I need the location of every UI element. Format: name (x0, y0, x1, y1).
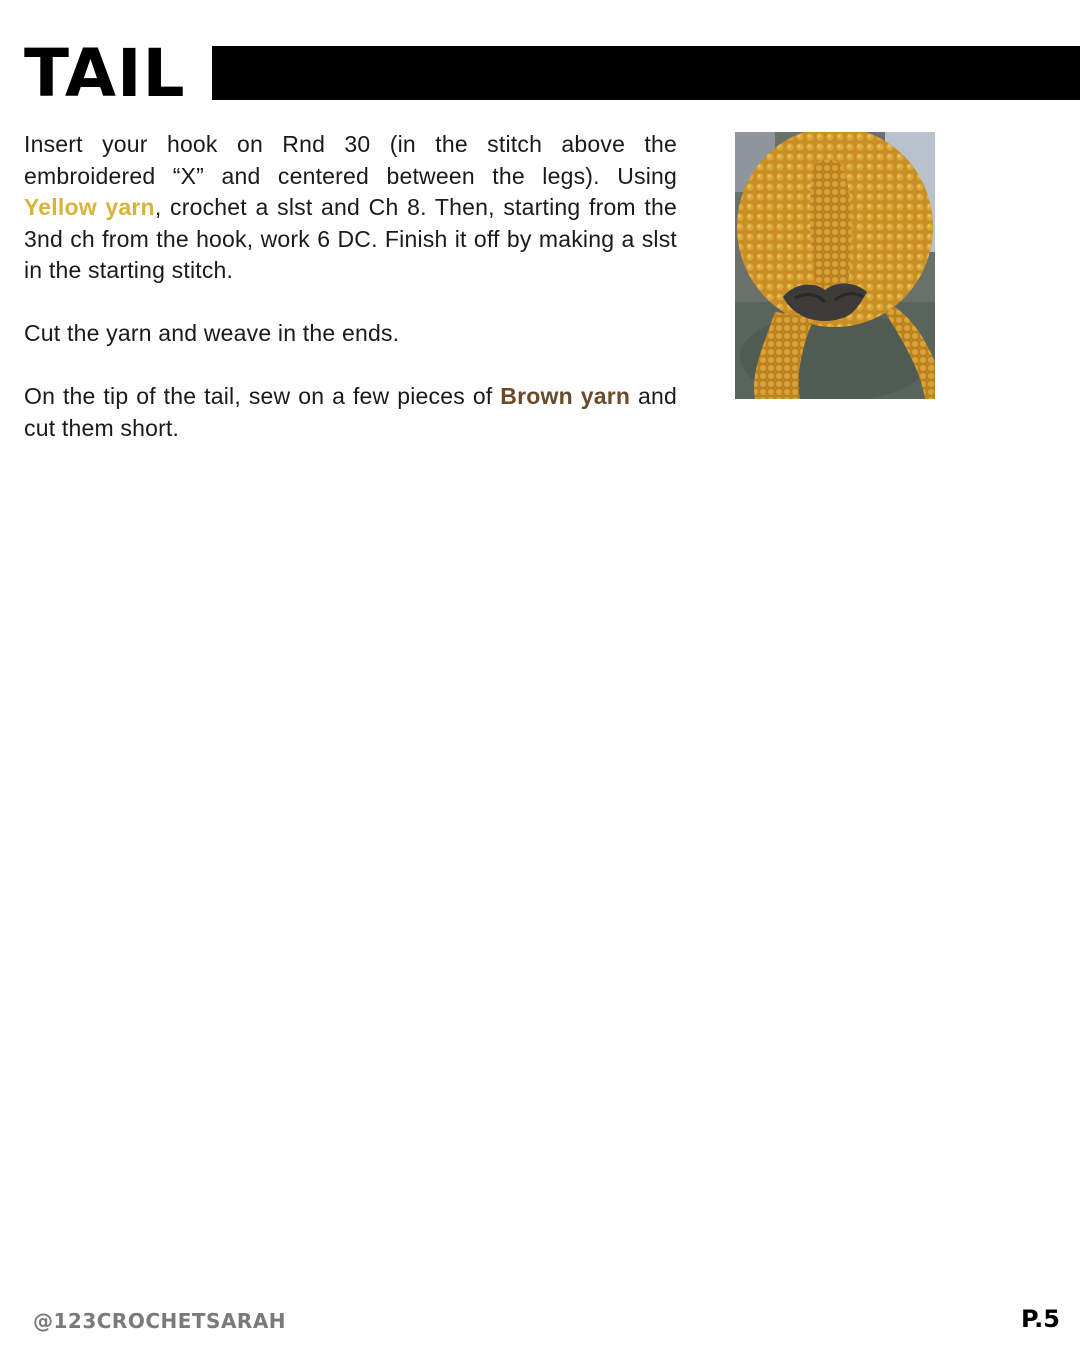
instruction-text: Insert your hook on Rnd 30 (in the stitch above the embroidered “X” and centered between the legs). Using (24, 131, 677, 189)
yellow-yarn-highlight: Yellow yarn (24, 194, 155, 220)
page-title: TAIL (24, 35, 186, 112)
instruction-paragraph-3 (24, 381, 677, 444)
title-divider-bar (212, 46, 1080, 100)
instruction-text: On the tip of the tail, sew on a few pieces of (24, 383, 501, 409)
instruction-text: and cut them short. (24, 383, 677, 441)
instagram-handle: @123CROCHETSARAH (33, 1309, 287, 1333)
page-number: P.5 (1021, 1305, 1060, 1333)
instruction-text: , crochet a slst and Ch 8. Then, starting from the 3nd ch from the hook, work 6 DC. Finish it off by making a slst in the starting stitch. (24, 194, 677, 283)
brown-yarn-highlight: Brown yarn (500, 383, 631, 409)
instruction-paragraph-1 (24, 129, 677, 287)
tail-photo (735, 132, 935, 399)
instruction-paragraph-2: Cut the yarn and weave in the ends. (24, 320, 400, 346)
instructions (24, 129, 677, 476)
